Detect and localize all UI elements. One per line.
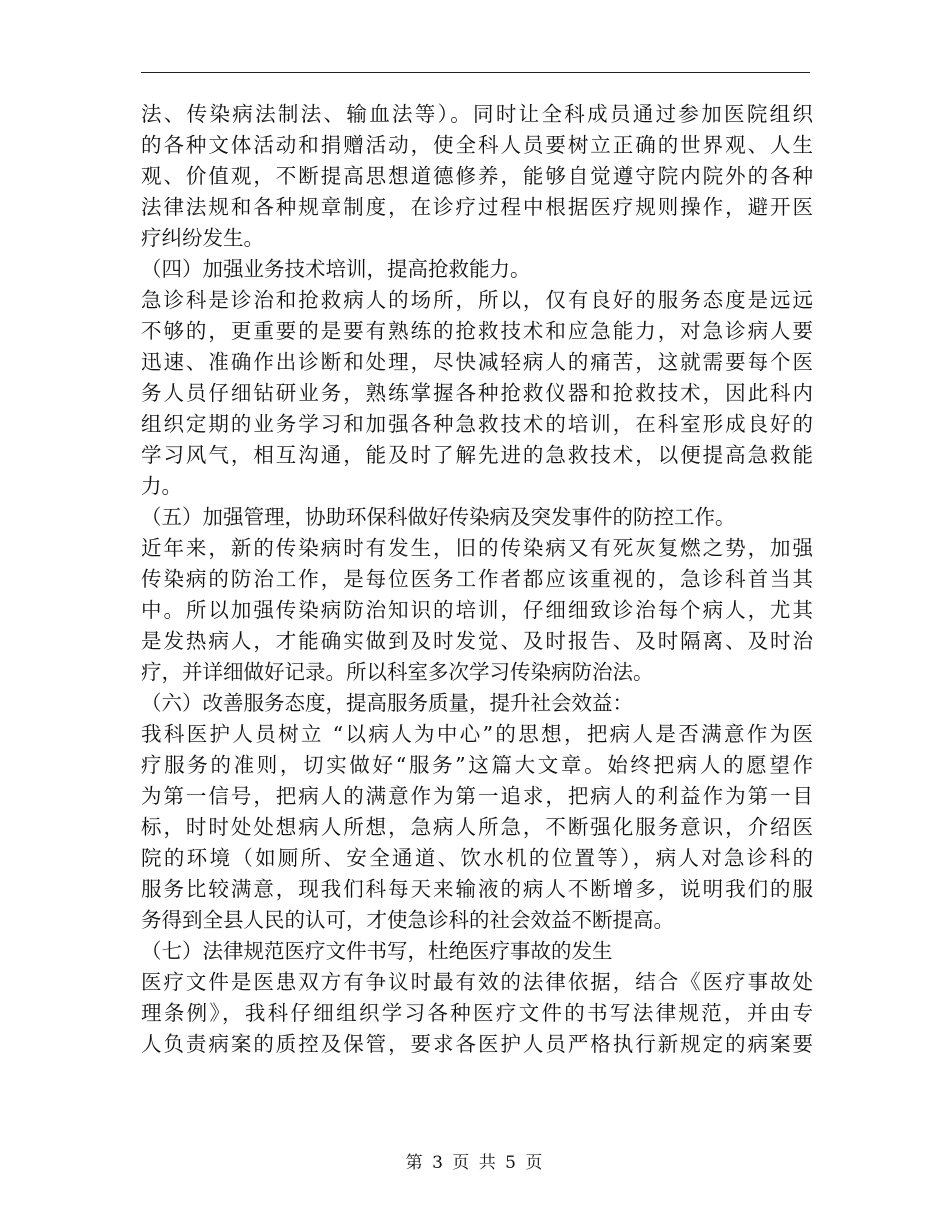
text-line: 近年来，新的传染病时有发生，旧的传染病又有死灰复燃之势，加强 [141, 536, 813, 560]
text-line: 标，时时处处想病人所想，急病人所急，不断强化服务意识，介绍医 [141, 815, 813, 839]
text-line: （六）改善服务态度，提高服务质量，提升社会效益： [141, 691, 633, 715]
page-number-footer: 第 3 页 共 5 页 [405, 1153, 545, 1173]
text-line: （四）加强业务技术培训，提高抢救能力。 [141, 257, 531, 281]
text-line: 急诊科是诊治和抢救病人的场所，所以，仅有良好的服务态度是远远 [141, 288, 813, 312]
text-line: 医疗文件是医患双方有争议时最有效的法律依据，结合《医疗事故处 [141, 970, 813, 994]
text-line: 我科医护人员树立 “以病人为中心”的思想，把病人是否满意作为医 [141, 722, 813, 746]
text-line: 中。所以加强传染病防治知识的培训，仔细细致诊治每个病人，尤其 [141, 598, 813, 622]
text-line: 力。 [141, 474, 182, 498]
text-line: （七）法律规范医疗文件书写，杜绝医疗事故的发生 [141, 939, 613, 963]
text-line: 观、价值观，不断提高思想道德修养，能够自觉遵守院内院外的各种 [141, 164, 813, 188]
text-line: 院的环境（如厕所、安全通道、饮水机的位置等），病人对急诊科的 [141, 846, 813, 870]
text-line: 疗纠纷发生。 [141, 226, 264, 250]
text-line: 疗，并详细做好记录。所以科室多次学习传染病防治法。 [141, 660, 654, 684]
text-line: 的各种文体活动和捐赠活动，使全科人员要树立正确的世界观、人生 [141, 133, 813, 157]
text-line: 为第一信号，把病人的满意作为第一追求，把病人的利益作为第一目 [141, 784, 813, 808]
text-line: 理条例》，我科仔细组织学习各种医疗文件的书写法律规范，并由专 [141, 1001, 813, 1025]
text-line: 迅速、准确作出诊断和处理，尽快减轻病人的痛苦，这就需要每个医 [141, 350, 813, 374]
text-line: 组织定期的业务学习和加强各种急救技术的培训，在科室形成良好的 [141, 412, 813, 436]
text-line: 是发热病人，才能确实做到及时发觉、及时报告、及时隔离、及时治 [141, 629, 813, 653]
text-line: 疗服务的准则，切实做好“服务”这篇大文章。始终把病人的愿望作 [141, 753, 813, 777]
text-line: 不够的，更重要的是要有熟练的抢救技术和应急能力，对急诊病人要 [141, 319, 813, 343]
document-body [141, 99, 813, 1060]
text-line: （五）加强管理，协助环保科做好传染病及突发事件的防控工作。 [141, 505, 736, 529]
text-line: 务人员仔细钻研业务，熟练掌握各种抢救仪器和抢救技术，因此科内 [141, 381, 813, 405]
header-rule [141, 72, 810, 73]
text-line: 务得到全县人民的认可，才使急诊科的社会效益不断提高。 [141, 908, 674, 932]
text-line: 法律法规和各种规章制度，在诊疗过程中根据医疗规则操作，避开医 [141, 195, 813, 219]
text-line: 学习风气，相互沟通，能及时了解先进的急救技术，以便提高急救能 [141, 443, 813, 467]
text-line: 人负责病案的质控及保管，要求各医护人员严格执行新规定的病案要 [141, 1032, 813, 1056]
text-line: 法、传染病法制法、输血法等）。同时让全科成员通过参加医院组织 [141, 102, 813, 126]
text-line: 传染病的防治工作，是每位医务工作者都应该重视的，急诊科首当其 [141, 567, 813, 591]
text-line: 服务比较满意，现我们科每天来输液的病人不断增多，说明我们的服 [141, 877, 813, 901]
